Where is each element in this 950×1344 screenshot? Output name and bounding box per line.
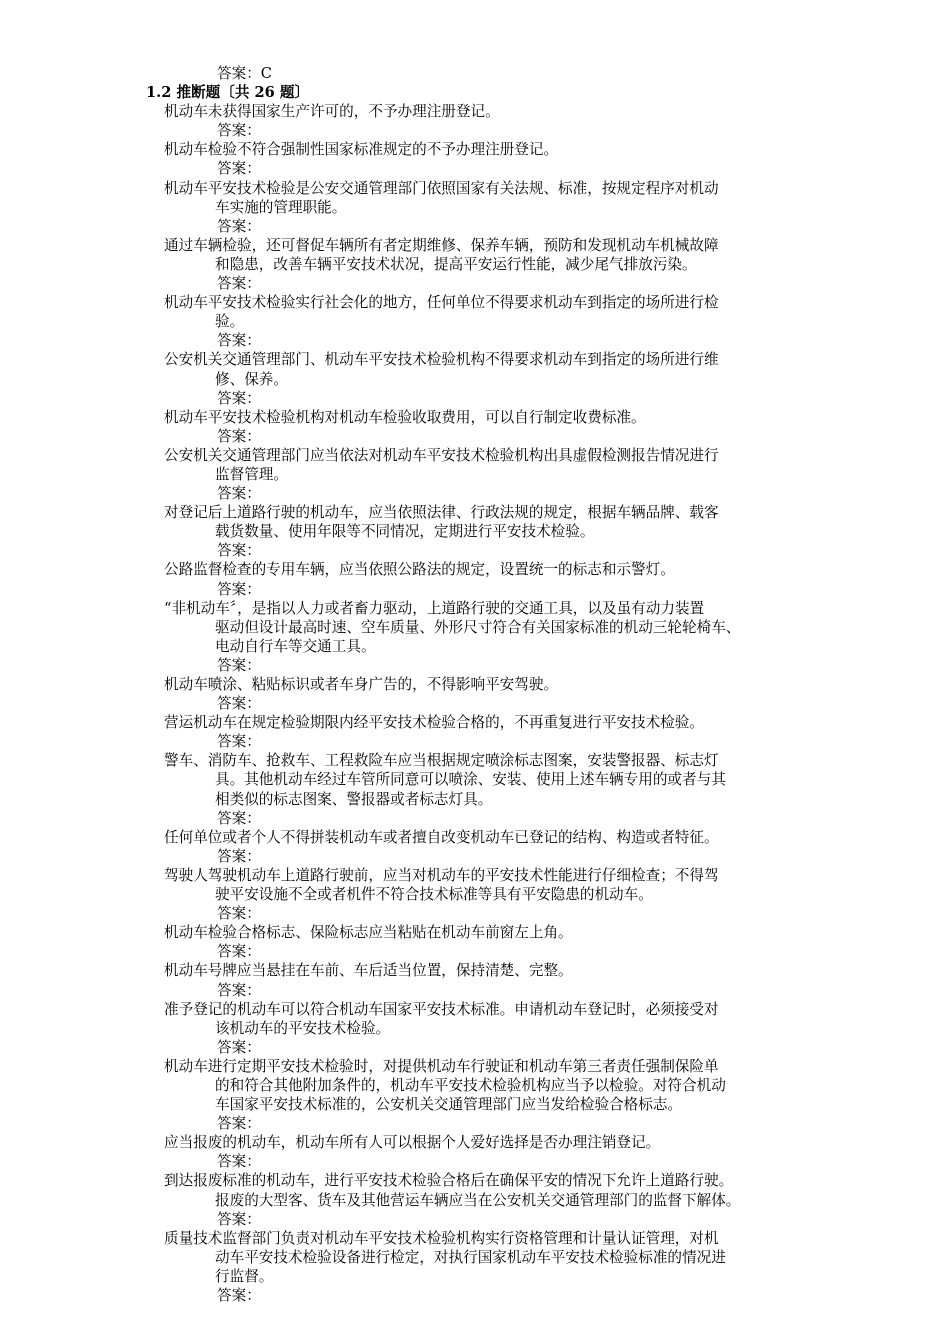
- question-text-line: 驱动但设计最高时速、空车质量、外形尺寸符合有关国家标准的机动三轮轮椅车、: [215, 618, 741, 636]
- answer-label: 答案：: [217, 1153, 261, 1171]
- question-item: [164, 408, 814, 427]
- question-text-line: 动车平安技术检验设备进行检定，对执行国家机动车平安技术检验标准的情况进: [215, 1248, 726, 1266]
- question-text-line: 任何单位或者个人不得拼装机动车或者擅自改变机动车已登记的结构、构造或者特征。: [164, 828, 719, 846]
- question-item: [164, 236, 814, 274]
- answer-label: 答案：: [217, 1038, 261, 1056]
- question-text-line: 驾驶人驾驶机动车上道路行驶前，应当对机动车的平安技术性能进行仔细检查；不得驾: [164, 866, 719, 884]
- question-item: [164, 293, 814, 331]
- answer-label: 答案：: [217, 943, 261, 961]
- question-text-line: 机动车检验不符合强制性国家标准规定的不予办理注册登记。: [164, 141, 559, 159]
- question-item: [164, 1000, 814, 1038]
- question-item: [164, 1171, 814, 1209]
- question-text-line: 公安机关交通管理部门应当依法对机动车平安技术检验机构出具虚假检测报告情况进行: [164, 446, 719, 464]
- question-text-line: 具。其他机动车经过车管所同意可以喷涂、安装、使用上述车辆专用的或者与其: [215, 771, 726, 789]
- answer-label: 答案：: [217, 1210, 261, 1228]
- question-text-line: 机动车平安技术检验机构对机动车检验收取费用，可以自行制定收费标准。: [164, 408, 646, 426]
- question-text-line: 的和符合其他附加条件的，机动车平安技术检验机构应当予以检验。对符合机动: [215, 1076, 726, 1094]
- question-item: [164, 599, 814, 656]
- answer-label: 答案：: [217, 160, 261, 178]
- question-text-line: 应当报废的机动车，机动车所有人可以根据个人爱好选择是否办理注销登记。: [164, 1134, 661, 1152]
- answer-label: 答案：: [217, 905, 261, 923]
- question-text-line: 车实施的管理职能。: [215, 198, 347, 216]
- answer-label: 答案：: [217, 485, 261, 503]
- question-item: [164, 179, 814, 217]
- answer-label: 答案：: [217, 217, 261, 235]
- question-item: [164, 923, 814, 942]
- question-text-line: 驶平安设施不全或者机件不符合技术标准等具有平安隐患的机动车。: [215, 886, 653, 904]
- question-text-line: 准予登记的机动车可以符合机动车国家平安技术标准。申请机动车登记时，必须接受对: [164, 1000, 719, 1018]
- answer-label: 答案：: [217, 733, 261, 751]
- question-item: [164, 560, 814, 579]
- document-content: [0, 64, 950, 1305]
- answer-label: 答案：: [217, 580, 261, 598]
- question-item: [164, 102, 814, 121]
- answer-label: 答案：: [217, 1115, 261, 1133]
- question-item: [164, 961, 814, 980]
- question-text-line: 该机动车的平安技术检验。: [215, 1019, 391, 1037]
- question-text-line: 警车、消防车、抢救车、工程救险车应当根据规定喷涂标志图案，安装警报器、标志灯: [164, 752, 719, 770]
- answer-label: 答案：: [217, 332, 261, 350]
- question-text-line: 营运机动车在规定检验期限内经平安技术检验合格的，不再重复进行平安技术检验。: [164, 714, 704, 732]
- section-heading: 1.2 推断题〔共 26 题〕: [146, 84, 310, 102]
- question-text-line: 机动车平安技术检验是公安交通管理部门依照国家有关法规、标准，按规定程序对机动: [164, 179, 719, 197]
- answer-label: 答案：: [217, 847, 261, 865]
- question-item: [164, 1229, 814, 1286]
- answer-label: 答案：: [217, 809, 261, 827]
- question-text-line: 报废的大型客、货车及其他营运车辆应当在公安机关交通管理部门的监督下解体。: [215, 1191, 741, 1209]
- question-text-line: 机动车检验合格标志、保险标志应当粘贴在机动车前窗左上角。: [164, 924, 573, 942]
- question-item: [164, 751, 814, 808]
- question-item: [164, 1057, 814, 1114]
- question-item: [164, 350, 814, 388]
- question-text-line: 和隐患，改善车辆平安技术状况，提高平安运行性能，减少尾气排放污染。: [215, 255, 697, 273]
- question-text-line: 公安机关交通管理部门、机动车平安技术检验机构不得要求机动车到指定的场所进行维: [164, 351, 719, 369]
- question-text-line: “非机动车〞，是指以人力或者畜力驱动，上道路行驶的交通工具，以及虽有动力装置: [164, 599, 705, 617]
- question-item: [164, 446, 814, 484]
- question-item: [164, 140, 814, 159]
- question-item: [164, 866, 814, 904]
- question-text-line: 验。: [215, 313, 245, 331]
- question-text-line: 修、保养。: [215, 370, 288, 388]
- question-text-line: 对登记后上道路行驶的机动车，应当依照法律、行政法规的规定，根据车辆品牌、载客: [164, 504, 719, 522]
- answer-label: 答案：: [217, 122, 261, 140]
- previous-answer: 答案：C: [217, 65, 272, 82]
- answer-label: 答案：: [217, 427, 261, 445]
- answer-label: 答案：: [217, 542, 261, 560]
- question-text-line: 到达报废标准的机动车，进行平安技术检验合格后在确保平安的情况下允许上道路行驶。: [164, 1172, 734, 1190]
- question-text-line: 机动车平安技术检验实行社会化的地方，任何单位不得要求机动车到指定的场所进行检: [164, 294, 719, 312]
- question-text-line: 机动车进行定期平安技术检验时，对提供机动车行驶证和机动车第三者责任强制保险单: [164, 1057, 719, 1075]
- question-text-line: 电动自行车等交通工具。: [215, 637, 376, 655]
- question-text-line: 行监督。: [215, 1267, 274, 1285]
- answer-label: 答案：: [217, 1287, 261, 1304]
- question-text-line: 机动车喷涂、粘贴标识或者车身广告的，不得影响平安驾驶。: [164, 676, 559, 693]
- answer-label: 答案：: [217, 695, 261, 713]
- question-text-line: 质量技术监督部门负责对机动车平安技术检验机构实行资格管理和计量认证管理，对机: [164, 1229, 719, 1247]
- question-item: [164, 503, 814, 541]
- question-text-line: 公路监督检查的专用车辆，应当依照公路法的规定，设置统一的标志和示警灯。: [164, 561, 675, 579]
- answer-label: 答案：: [217, 981, 261, 999]
- question-text-line: 相类似的标志图案、警报器或者标志灯具。: [215, 790, 493, 808]
- question-list: [0, 102, 950, 1305]
- question-text-line: 车国家平安技术标准的，公安机关交通管理部门应当发给检验合格标志。: [215, 1096, 683, 1114]
- answer-label: 答案：: [217, 275, 261, 293]
- question-text-line: 机动车号牌应当悬挂在车前、车后适当位置，保持清楚、完整。: [164, 962, 573, 980]
- question-text-line: 通过车辆检验，还可督促车辆所有者定期维修、保养车辆，预防和发现机动车机械故障: [164, 236, 719, 254]
- question-item: [164, 1133, 814, 1152]
- question-item: [164, 828, 814, 847]
- question-text-line: 载货数量、使用年限等不同情况，定期进行平安技术检验。: [215, 523, 595, 541]
- question-item: [164, 675, 814, 694]
- answer-label: 答案：: [217, 656, 261, 674]
- answer-label: 答案：: [217, 389, 261, 407]
- question-item: [164, 713, 814, 732]
- question-text-line: 监督管理。: [215, 465, 288, 483]
- question-text-line: 机动车未获得国家生产许可的，不予办理注册登记。: [164, 103, 500, 121]
